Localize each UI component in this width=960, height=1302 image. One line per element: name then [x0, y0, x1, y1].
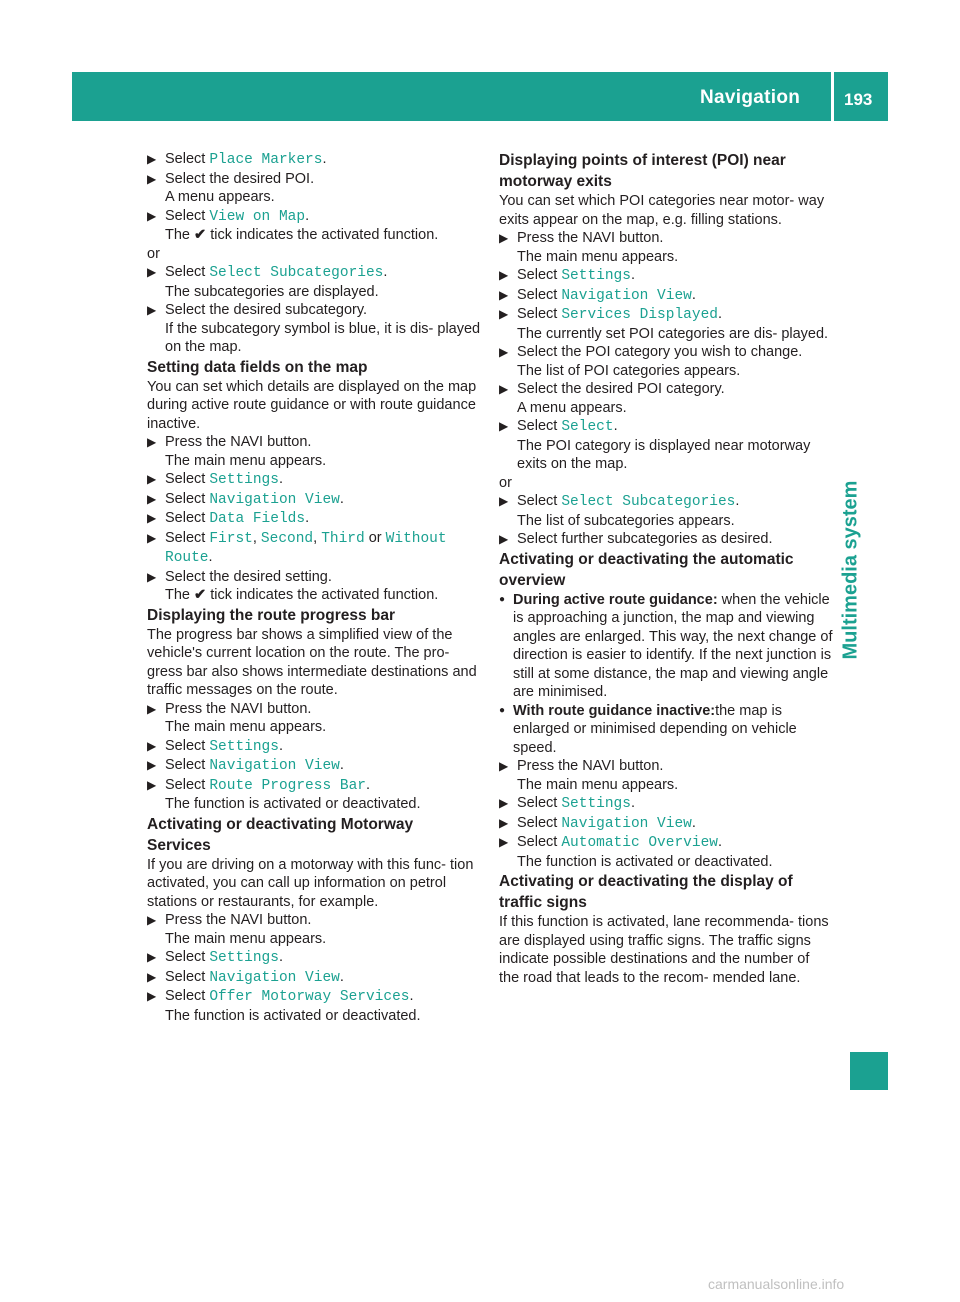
- instruction-step: [147, 911, 481, 948]
- step-result: The function is activated or deactivated.: [165, 1007, 421, 1024]
- section-heading: Setting data fields on the map: [147, 358, 368, 376]
- checkmark-icon: ✔: [194, 587, 207, 603]
- step-text: .: [630, 267, 635, 283]
- step-arrow-icon: ▶: [499, 796, 509, 810]
- step-arrow-icon: ▶: [147, 969, 157, 984]
- step-arrow-icon: ▶: [499, 835, 509, 849]
- menu-item-label: Navigation View: [209, 758, 340, 774]
- step-arrow-icon: ▶: [147, 913, 157, 927]
- step-text: Select: [517, 306, 562, 322]
- paragraph: The progress bar shows a simplified view of the vehicle's current location on the route. The pro- gress bar also shows intermediate destinations and traffic messages on the route.: [147, 626, 477, 698]
- instruction-step: [147, 490, 481, 510]
- instruction-step: [499, 417, 833, 474]
- step-text: .: [339, 968, 344, 985]
- section-heading: Displaying the route progress bar: [147, 606, 396, 624]
- side-tab-label: Multimedia system: [839, 480, 862, 660]
- instruction-step: [499, 229, 833, 266]
- bullet-item: [499, 702, 833, 758]
- step-result: The function is activated or deactivated.: [517, 853, 773, 870]
- step-text: Select: [165, 529, 210, 546]
- step-result: The main menu appears.: [517, 776, 679, 793]
- step-text: Select: [517, 814, 562, 831]
- step-text: Select the desired setting.: [165, 568, 332, 585]
- step-arrow-icon: ▶: [499, 345, 509, 359]
- step-text: .: [735, 493, 740, 509]
- section-heading: Activating or deactivating the display of traffic signs: [499, 873, 793, 911]
- step-text: .: [613, 418, 618, 434]
- step-arrow-icon: ▶: [147, 171, 157, 186]
- instruction-step: [147, 263, 481, 301]
- menu-item-label: Settings: [209, 472, 279, 488]
- instruction-step: [147, 756, 481, 776]
- step-result-text: tick indicates the activated function.: [206, 587, 439, 603]
- step-text: .: [717, 834, 723, 850]
- step-arrow-icon: ▶: [499, 382, 509, 396]
- instruction-step: [147, 776, 481, 814]
- paragraph: You can set which POI categories near motor- way exits appear on the map, e.g. filling stations.: [499, 193, 825, 228]
- step-arrow-icon: ▶: [147, 569, 157, 584]
- section-heading: Displaying points of interest (POI) near motorway exits: [499, 152, 786, 190]
- step-text: .: [339, 757, 344, 773]
- section-title: Navigation: [700, 87, 801, 108]
- instruction-step: [147, 529, 481, 568]
- watermark: carmanualsonline.info: [708, 1276, 845, 1292]
- or-separator: or: [147, 245, 160, 262]
- step-text: Select the POI category you wish to change.: [517, 344, 803, 360]
- step-text: .: [691, 286, 696, 303]
- step-arrow-icon: ▶: [147, 777, 157, 792]
- menu-item-label: Automatic Overview: [561, 835, 718, 851]
- instruction-step: [147, 150, 481, 170]
- menu-item-label: Third: [321, 530, 365, 547]
- left-column: [147, 150, 481, 1025]
- step-arrow-icon: ▶: [499, 532, 509, 546]
- menu-item-label: Navigation View: [209, 491, 340, 508]
- paragraph: If you are driving on a motorway with this func- tion activated, you can call up information on petrol stations or restaurants, for example.: [147, 856, 474, 910]
- side-tab-label-wrap: [839, 480, 862, 660]
- menu-item-label: Navigation View: [561, 815, 692, 832]
- or-separator: or: [499, 474, 512, 491]
- step-text: Select: [517, 834, 562, 850]
- bullet-icon: ●: [499, 704, 506, 716]
- step-text: or: [364, 529, 386, 546]
- instruction-step: [499, 305, 833, 343]
- instruction-step: [499, 814, 833, 834]
- bullet-lead: During active route guidance:: [513, 591, 718, 608]
- instruction-step: [147, 968, 481, 988]
- menu-item-label: Select Subcategories: [561, 494, 736, 510]
- step-result: The currently set POI categories are dis- played.: [517, 325, 829, 342]
- step-text: .: [322, 151, 327, 167]
- step-text: Select: [165, 757, 210, 773]
- step-text: .: [691, 814, 696, 831]
- step-text: Select: [165, 151, 210, 167]
- instruction-step: [147, 207, 481, 245]
- step-arrow-icon: ▶: [147, 701, 157, 716]
- step-arrow-icon: ▶: [147, 265, 157, 279]
- step-text: .: [278, 737, 283, 754]
- step-text: Select the desired POI.: [165, 170, 315, 187]
- step-result: The list of POI categories appears.: [517, 362, 741, 379]
- step-text: Select further subcategories as desired.: [517, 531, 773, 547]
- step-text: .: [305, 207, 310, 224]
- menu-item-label: Navigation View: [209, 969, 340, 986]
- step-result-text: tick indicates the activated function.: [206, 227, 439, 243]
- step-arrow-icon: ▶: [147, 758, 157, 772]
- step-text: Select: [165, 490, 210, 507]
- step-result: The subcategories are displayed.: [165, 283, 379, 300]
- step-text: .: [365, 776, 371, 793]
- step-arrow-icon: ▶: [147, 208, 157, 223]
- instruction-step: [499, 266, 833, 286]
- menu-item-label: Without Route: [165, 530, 447, 566]
- page-number: 193: [844, 90, 873, 109]
- step-arrow-icon: ▶: [499, 815, 509, 830]
- step-arrow-icon: ▶: [499, 268, 509, 282]
- menu-item-label: Place Markers: [209, 152, 323, 168]
- bullet-item: [499, 591, 833, 702]
- step-text: Press the NAVI button.: [165, 434, 312, 450]
- bullet-text: when the vehicle is approaching a junction, the map and viewing angles are enlarged. This way, the next change of direction is easier to identify. If the next junction is still at some distance, the map and viewing angle are minimised.: [513, 591, 833, 700]
- menu-item-label: Offer Motorway Services: [209, 989, 410, 1005]
- step-text: Select: [517, 493, 562, 509]
- step-result-text: The: [165, 227, 195, 243]
- checkmark-icon: ✔: [194, 227, 207, 243]
- step-text: .: [409, 988, 414, 1004]
- step-text: .: [278, 471, 283, 487]
- step-arrow-icon: ▶: [147, 530, 157, 545]
- step-arrow-icon: ▶: [147, 989, 157, 1003]
- step-result: The main menu appears.: [165, 719, 327, 735]
- step-text: Select: [517, 286, 562, 303]
- paragraph: If this function is activated, lane recommenda- tions are displayed using traffic signs. The traffic signs indicate possible destinations and the number of the road that leads to the recom- mended lane.: [499, 914, 829, 986]
- step-arrow-icon: ▶: [147, 738, 157, 753]
- bullet-text: the map is enlarged or minimised depending on vehicle speed.: [513, 702, 797, 756]
- menu-item-label: Navigation View: [561, 287, 692, 304]
- menu-item-label: Settings: [209, 950, 279, 966]
- step-text: ,: [252, 529, 261, 546]
- step-result: The main menu appears.: [517, 248, 679, 265]
- step-arrow-icon: ▶: [499, 287, 509, 302]
- step-text: Select the desired subcategory.: [165, 302, 368, 318]
- menu-item-label: Route Progress Bar: [209, 777, 366, 794]
- step-text: ,: [313, 529, 322, 546]
- menu-item-label: First: [209, 530, 253, 547]
- step-text: Press the NAVI button.: [517, 230, 664, 246]
- paragraph: You can set which details are displayed on the map during active route guidance or with route guidance inactive.: [147, 378, 477, 432]
- section-heading: Activating or deactivating Motorway Services: [147, 815, 414, 854]
- menu-item-label: Select: [561, 419, 614, 435]
- instruction-step: [147, 987, 481, 1025]
- instruction-step: [499, 794, 833, 814]
- instruction-step: [147, 700, 481, 737]
- instruction-step: [147, 470, 481, 490]
- instruction-step: [499, 530, 833, 549]
- step-result: The main menu appears.: [165, 452, 327, 469]
- step-result: The POI category is displayed near motorway exits on the map.: [517, 437, 811, 472]
- instruction-step: [499, 492, 833, 530]
- bullet-icon: ●: [499, 593, 506, 605]
- step-arrow-icon: ▶: [499, 494, 509, 508]
- step-text: .: [208, 549, 213, 565]
- step-result: The list of subcategories appears.: [517, 512, 735, 529]
- menu-item-label: Settings: [209, 738, 279, 755]
- step-result-text: The: [165, 587, 195, 603]
- step-result: A menu appears.: [165, 189, 275, 205]
- menu-item-label: Services Displayed: [561, 307, 718, 323]
- instruction-step: [147, 568, 481, 605]
- step-arrow-icon: ▶: [147, 435, 157, 449]
- menu-item-label: Data Fields: [209, 511, 306, 527]
- step-result: The main menu appears.: [165, 930, 327, 947]
- instruction-step: [499, 380, 833, 417]
- bullet-lead: With route guidance inactive:: [513, 702, 716, 719]
- step-text: Select: [165, 207, 210, 224]
- instruction-step: [147, 433, 481, 470]
- step-text: .: [717, 306, 723, 322]
- menu-item-label: Select Subcategories: [209, 265, 384, 281]
- step-arrow-icon: ▶: [499, 759, 509, 773]
- step-arrow-icon: ▶: [147, 472, 157, 486]
- step-arrow-icon: ▶: [499, 231, 509, 245]
- side-tab-marker: [850, 1052, 888, 1090]
- step-arrow-icon: ▶: [499, 419, 509, 433]
- step-result: The function is activated or deactivated.: [165, 796, 421, 812]
- step-text: Press the NAVI button.: [517, 758, 664, 774]
- instruction-step: [147, 737, 481, 757]
- step-text: .: [305, 510, 310, 526]
- instruction-step: [499, 757, 833, 794]
- step-text: Select: [517, 418, 562, 434]
- step-arrow-icon: ▶: [147, 511, 157, 525]
- step-result: [165, 586, 481, 605]
- step-text: Select: [517, 795, 562, 811]
- step-text: Select: [165, 510, 210, 526]
- step-text: .: [630, 795, 635, 811]
- menu-item-label: View on Map: [209, 208, 306, 225]
- step-arrow-icon: ▶: [147, 491, 157, 506]
- step-text: Select: [165, 988, 210, 1004]
- step-text: Select: [517, 267, 562, 283]
- right-column: [499, 150, 833, 987]
- step-text: Select: [165, 471, 210, 487]
- step-result: A menu appears.: [517, 399, 627, 416]
- step-text: Select: [165, 776, 210, 793]
- menu-item-label: Second: [260, 530, 314, 547]
- step-arrow-icon: ▶: [499, 307, 509, 321]
- step-result: If the subcategory symbol is blue, it is dis- played on the map.: [165, 320, 481, 355]
- step-text: Select the desired POI category.: [517, 381, 725, 397]
- instruction-step: [499, 343, 833, 380]
- instruction-step: [499, 286, 833, 306]
- step-text: Press the NAVI button.: [165, 700, 312, 717]
- menu-item-label: Settings: [561, 796, 631, 812]
- instruction-step: [147, 170, 481, 207]
- step-text: Select: [165, 949, 210, 965]
- step-text: Select: [165, 264, 210, 280]
- instruction-step: [147, 948, 481, 968]
- step-text: Press the NAVI button.: [165, 912, 312, 928]
- section-heading: Activating or deactivating the automatic overview: [499, 550, 794, 589]
- step-text: .: [339, 490, 344, 507]
- step-text: Select: [165, 968, 210, 985]
- header-divider: [831, 72, 834, 121]
- instruction-step: [499, 833, 833, 871]
- step-text: .: [383, 264, 388, 280]
- instruction-step: [147, 301, 481, 357]
- instruction-step: [147, 509, 481, 529]
- step-text: Select: [165, 737, 210, 754]
- step-arrow-icon: ▶: [147, 950, 157, 964]
- step-arrow-icon: ▶: [147, 303, 157, 317]
- step-arrow-icon: ▶: [147, 152, 157, 166]
- menu-item-label: Settings: [561, 268, 631, 284]
- step-text: .: [278, 949, 283, 965]
- step-result: [165, 226, 481, 245]
